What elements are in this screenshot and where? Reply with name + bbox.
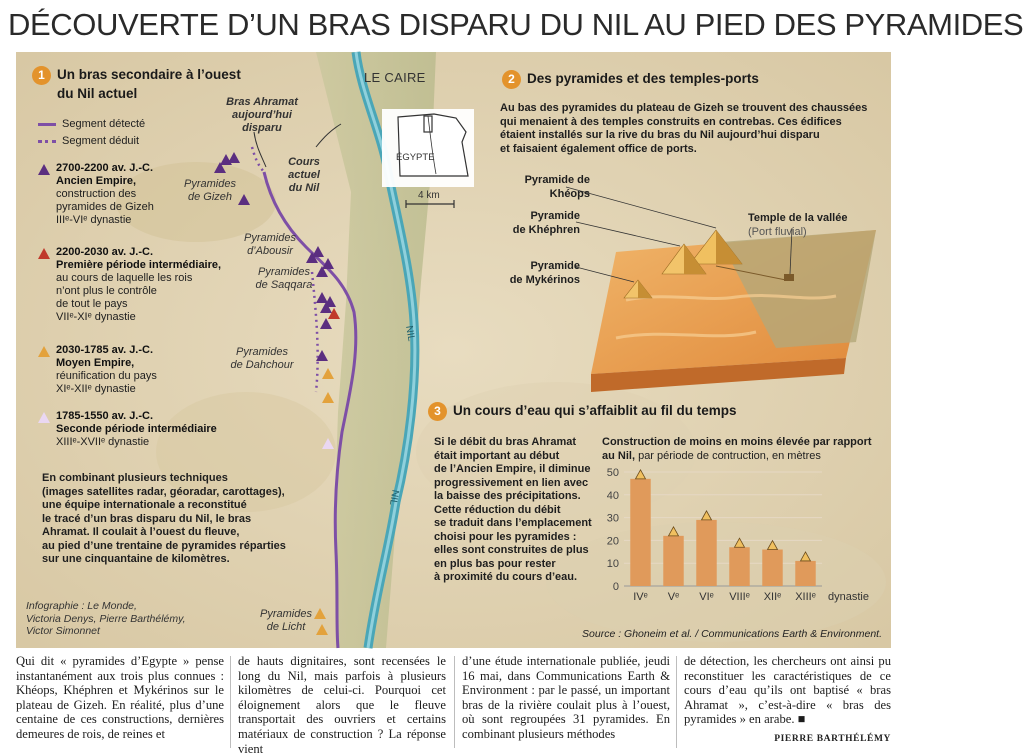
article-col3: d’une étude internationale publiée, jeudi 16 mai, dans Communications Earth & Environment : par le passé, un important bras de la rivière coulait plus à l’ouest, où sont regroupées 31 pyramides. En combinant plusieurs méthodes: [462, 654, 670, 741]
y-tick-label: 20: [606, 535, 619, 548]
chart-svg: [602, 464, 882, 614]
x-tick-label: XIIIᵉ: [795, 591, 816, 603]
x-tick-label: VIᵉ: [699, 591, 714, 603]
label-pyramides-abousir: Pyramides d’Abousir: [244, 232, 296, 257]
source: Source : Ghoneim et al. / Communications Earth & Environment.: [582, 628, 882, 640]
article-col4: de détection, les chercheurs ont ainsi pu reconstituer les caractéristiques de ce cours d’eau qu’ils ont baptisé « bras Ahramat », c’est-à-dire « bras des pyramides » en arabe. ■: [684, 654, 891, 727]
label-le-caire: LE CAIRE: [364, 70, 426, 85]
giza-plateau-3d: [591, 230, 876, 392]
label-khephren: Pyramide de Khéphren: [512, 210, 580, 236]
label-nil-1: NIL: [403, 324, 417, 343]
x-tick-label: XIIᵉ: [763, 591, 782, 603]
signature: PIERRE BARTHÉLÉMY: [774, 734, 891, 744]
label-scale: 4 km: [418, 190, 440, 201]
y-tick-label: 40: [606, 489, 619, 502]
section3-number: 3: [428, 402, 447, 421]
bar-0: [630, 479, 650, 586]
bar-chart: [602, 464, 882, 614]
credit: Infographie : Le Monde, Victoria Denys, Pierre Barthélémy, Victor Simonnet: [26, 600, 186, 637]
label-pyramides-dahchour: Pyramides de Dahchour: [230, 346, 294, 371]
article-col1: Qui dit « pyramides d’Egypte » pense instantanément aux trois plus connues : Khéops, Khéphren et Mykérinos sur le plateau de Gizeh. En réalité, plus d’une centaine de ces constructions, dernières demeures de rois, de reines et: [16, 654, 224, 741]
section2-number: 2: [502, 70, 521, 89]
y-tick-label: 10: [606, 558, 619, 571]
label-kheops: Pyramide de Khéops: [524, 174, 590, 200]
y-tick-label: 50: [606, 467, 619, 479]
period-ancien-empire: 2700-2200 av. J.-C. Ancien Empire, construction des pyramides de Gizeh IIIᵉ-VIᵉ dynastie: [38, 162, 208, 227]
infographic: [16, 52, 891, 648]
pyramid-icon: [38, 346, 50, 357]
label-pyramides-saqqara: Pyramides de Saqqara: [255, 266, 313, 291]
bar-pyramid-marker: [669, 527, 679, 536]
label-nil-2: NIL: [387, 488, 401, 507]
label-mykerinos: Pyramide de Mykérinos: [509, 260, 580, 286]
bar-5: [795, 561, 815, 586]
bar-pyramid-marker: [636, 470, 646, 479]
egypt-inset-map: [382, 109, 474, 187]
pyramid-icon: [38, 412, 50, 423]
section2-title: 2 Des pyramides et des temples-ports: [502, 70, 862, 89]
x-tick-label: Vᵉ: [667, 591, 680, 603]
article-col2: de hauts dignitaires, sont recensées le long du Nil, mais parfois à plusieurs kilomètres de celui-ci. Pourquoi cet éloignement alors que le fleuve transportait des ouvriers et certains matériaux de construction ? La réponse vient: [238, 654, 446, 756]
section1-body: En combinant plusieurs techniques (images satellites radar, géoradar, carottages), une équipe internationale a reconstitué le tracé d’un bras disparu du Nil, le bras Ahramat. Il coulait à l’ouest du fleuve, au pied d’une trentaine de pyramides réparties sur une cinquantaine de kilomètres.: [42, 472, 286, 565]
pyramid-icon: [38, 248, 50, 259]
bar-pyramid-marker: [801, 552, 811, 561]
x-tick-label: VIIIᵉ: [729, 591, 750, 603]
y-tick-label: 0: [612, 581, 619, 593]
bar-4: [762, 550, 782, 586]
y-tick-label: 30: [606, 512, 619, 525]
x-tick-label: IVᵉ: [633, 591, 648, 603]
label-cours-actuel: Cours actuel du Nil: [288, 156, 320, 194]
headline: DÉCOUVERTE D’UN BRAS DISPARU DU NIL AU PIED DES PYRAMIDES: [8, 7, 1023, 42]
bar-pyramid-marker: [768, 541, 778, 550]
period-seconde-intermediaire: 1785-1550 av. J.-C. Seconde période intermédiaire XIIIᵉ-XVIIᵉ dynastie: [38, 410, 238, 449]
section3-title: 3 Un cours d’eau qui s’affaiblit au fil du temps: [428, 402, 868, 421]
period-moyen-empire: 2030-1785 av. J.-C. Moyen Empire, réunification du pays XIᵉ-XIIᵉ dynastie: [38, 344, 208, 396]
pyramid-icon: [38, 164, 50, 175]
x-axis-suffix: dynastie: [828, 591, 869, 603]
bar-2: [696, 520, 716, 586]
period-premiere-intermediaire: 2200-2030 av. J.-C. Première période intermédiaire, au cours de laquelle les rois n’ont plus le contrôle de tout le pays VIIᵉ-XIᵉ dynastie: [38, 246, 238, 324]
label-temple-vallee: Temple de la vallée (Port fluvial): [748, 212, 848, 238]
bar-3: [729, 547, 749, 586]
bar-1: [663, 536, 683, 586]
bar-pyramid-marker: [735, 538, 745, 547]
chart-title: Construction de moins en moins élevée par rapport au Nil, par période de contruction, en mètres: [602, 436, 872, 462]
article-text: [16, 654, 891, 756]
label-bras-ahramat: Bras Ahramat aujourd’hui disparu: [226, 96, 298, 134]
section2-body: Au bas des pyramides du plateau de Gizeh se trouvent des chaussées qui menaient à des temples construits en contrebas. Ces édifices étaient installés sur la rive du bras du Nil aujourd’hui disparu et faisaient également office de ports.: [500, 102, 868, 155]
bar-pyramid-marker: [702, 511, 712, 520]
section1-number: 1: [32, 66, 51, 85]
legend-detected: Segment détecté: [38, 118, 145, 131]
legend-deduced: Segment déduit: [38, 135, 139, 148]
label-pyramides-licht: Pyramides de Licht: [260, 608, 312, 633]
label-egypte: ÉGYPTE: [396, 152, 435, 163]
label-pyramides-gizeh: Pyramides de Gizeh: [184, 178, 236, 203]
section1-title: 1 Un bras secondaire à l’ouest du Nil actuel: [32, 66, 292, 102]
section3-body: Si le débit du bras Ahramat était important au début de l’Ancien Empire, il diminue progressivement en lien avec la baisse des précipitations. Cette réduction du débit se traduit dans l’emplacement choisi pour les pyramides : elles sont construites de plus en plus bas pour rester à proximité du cours d’eau.: [434, 436, 592, 583]
